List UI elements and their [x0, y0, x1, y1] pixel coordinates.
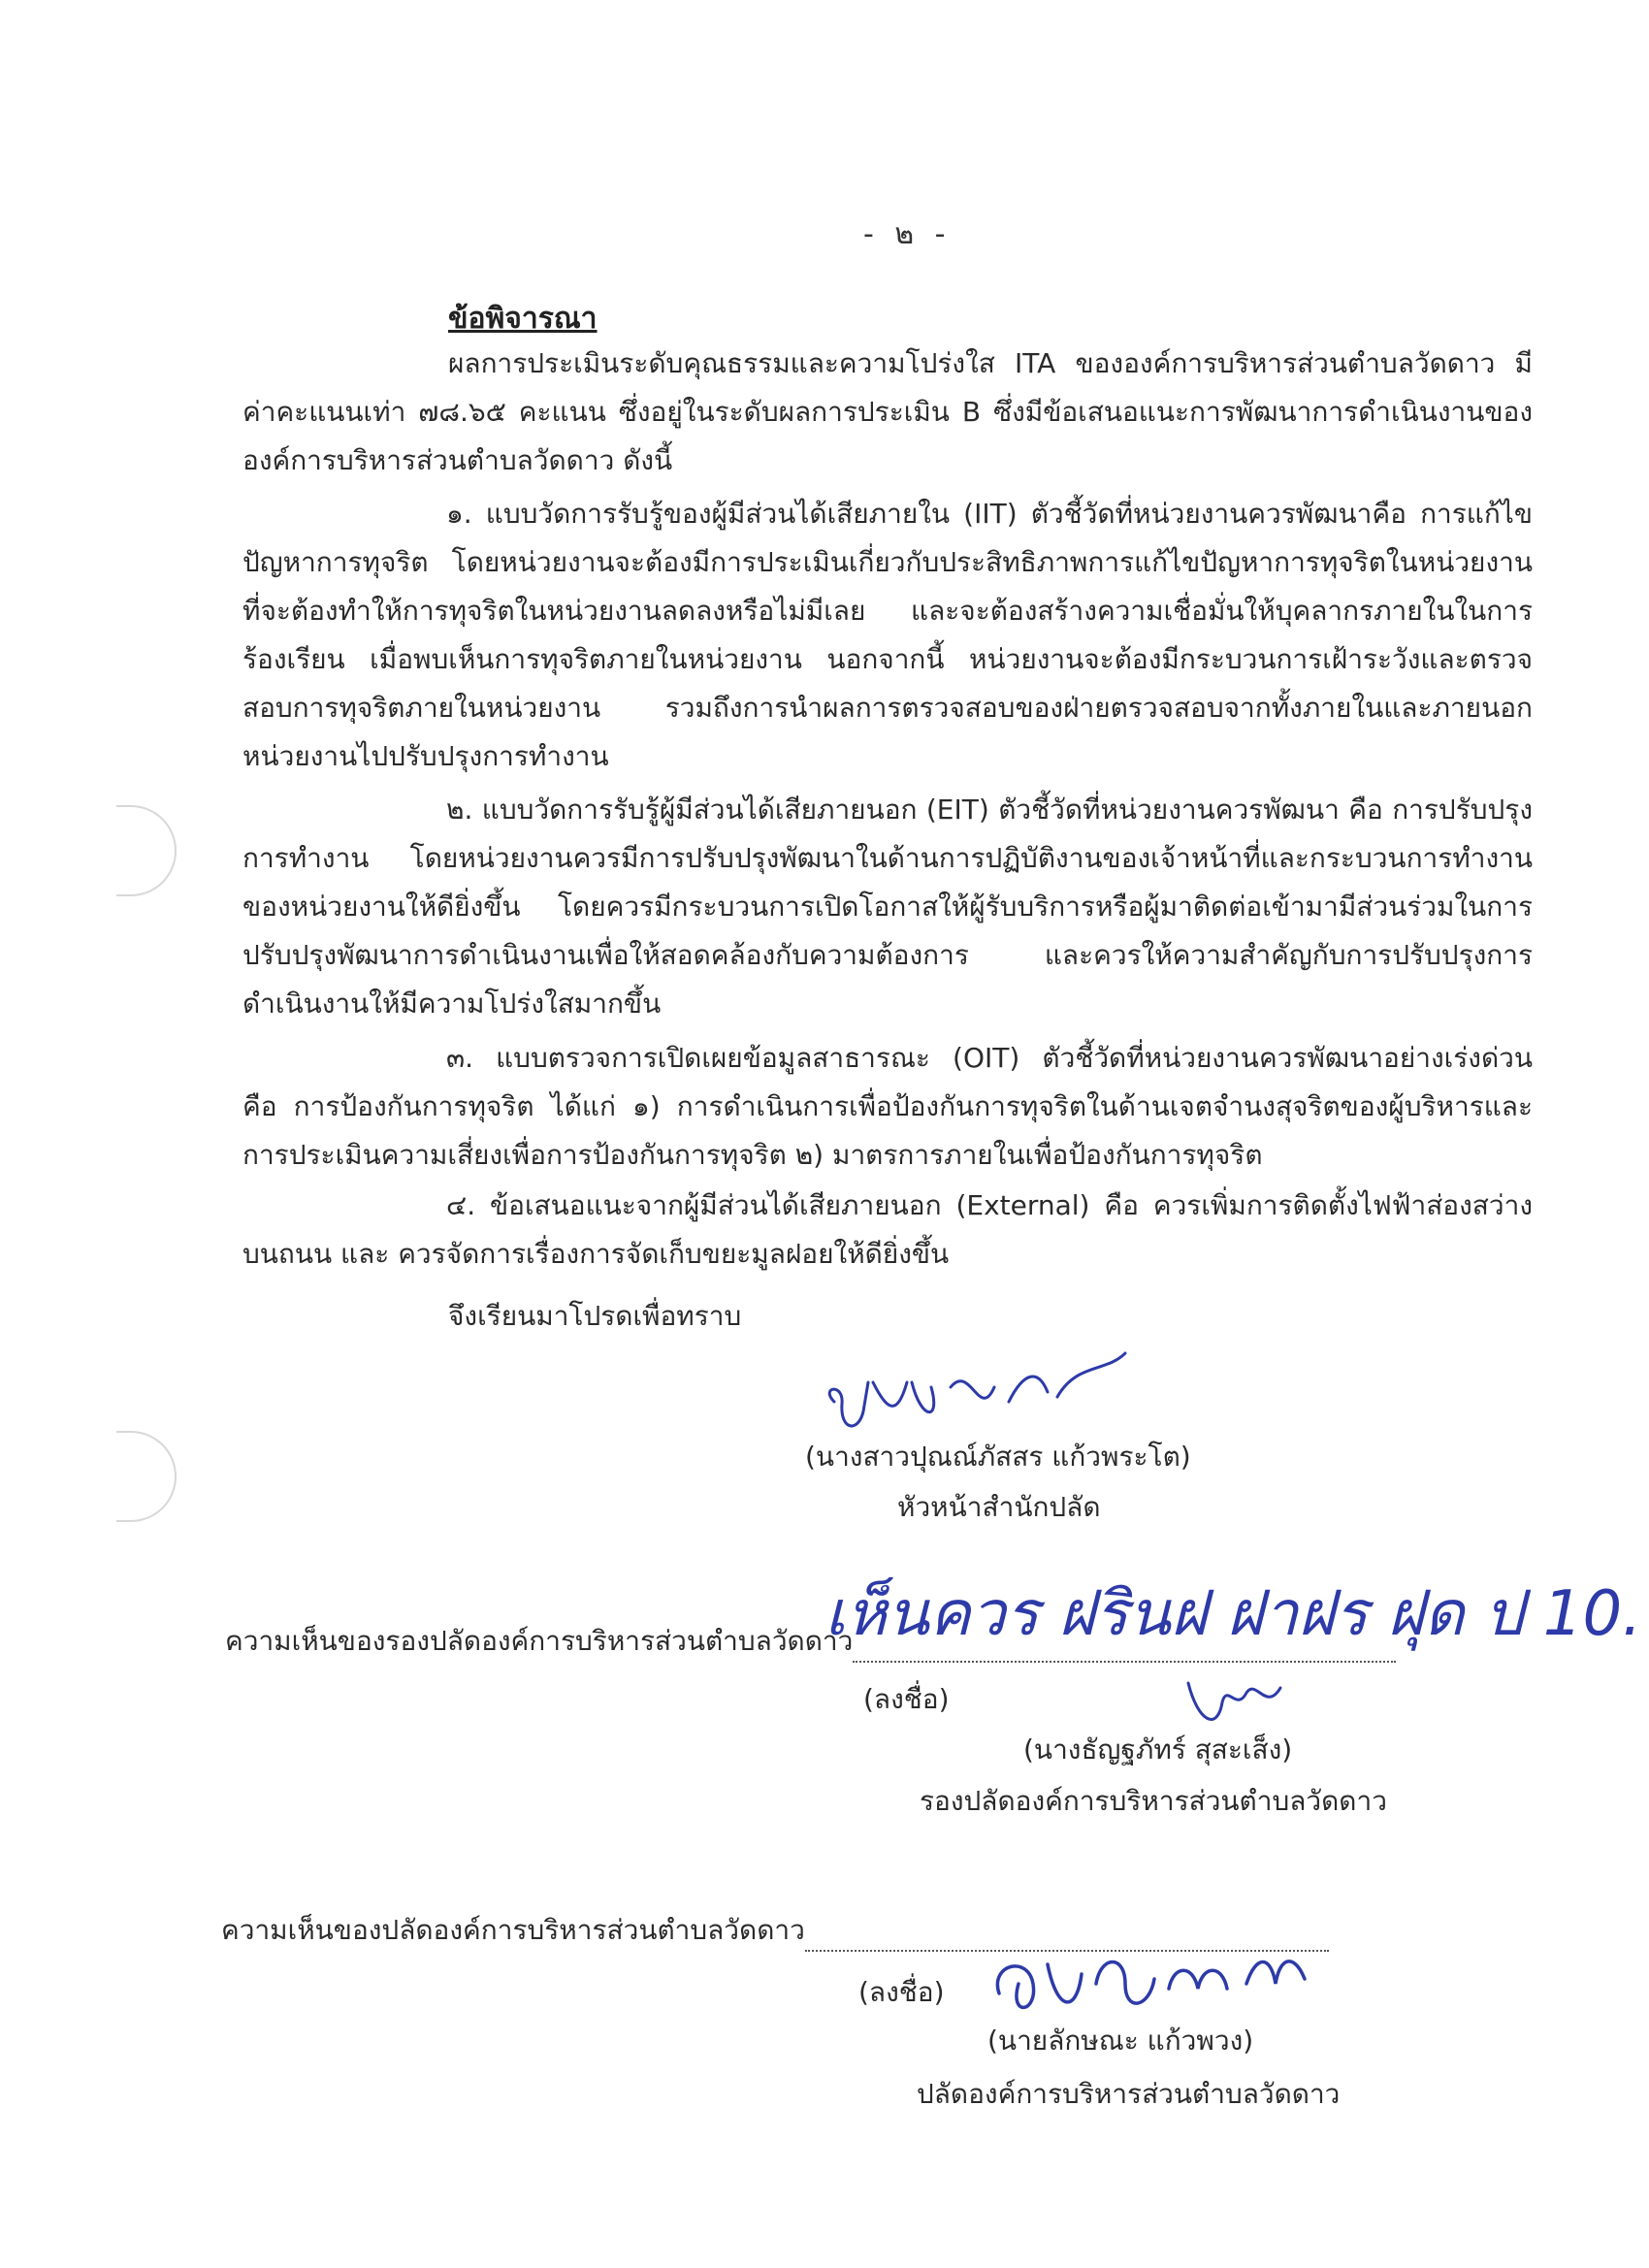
- section-heading: ข้อพิจารณา: [448, 302, 598, 336]
- intro-paragraph: ผลการประเมินระดับคุณธรรมและความโปร่งใส ITA ขององค์การบริหารส่วนตำบลวัดดาว มีค่าคะแนนเท่า ๗๘.๖๕ คะแนน ซึ่งอยู่ในระดับผลการประเมิน B ซึ่งมีข้อเสนอแนะการพัฒนาการดำเนินงานขององค์การบริหารส่วนตำบลวัดดาว ดังนี้: [242, 347, 1533, 476]
- opinion-2-signed-label: (ลงชื่อ): [858, 1976, 945, 2008]
- signer-3-position: ปลัดองค์การบริหารส่วนตำบลวัดดาว: [917, 2078, 1341, 2110]
- signer-2-position: รองปลัดองค์การบริหารส่วนตำบลวัดดาว: [920, 1785, 1387, 1817]
- page-number: - ๒ -: [863, 217, 952, 251]
- opinion-1-handwritten-text: เห็นควร ฝรินฝ ฝาฝร ฝุด ป 10.: [824, 1578, 1642, 1650]
- closing-line: จึงเรียนมาโปรดเพื่อทราบ: [448, 1300, 742, 1332]
- punch-hole-top: [116, 805, 177, 896]
- signer-1-position: หัวหน้าสำนักปลัด: [897, 1491, 1101, 1523]
- recommendation-item-1: ๑. แบบวัดการรับรู้ของผู้มีส่วนได้เสียภายใน (IIT) ตัวชี้วัดที่หน่วยงานควรพัฒนาคือ การแก้ไขปัญหาการทุจริต โดยหน่วยงานจะต้องมีการประเมินเกี่ยวกับประสิทธิภาพการแก้ไขปัญหาการทุจริตในหน่วยงานที่จะต้องทำให้การทุจริตในหน่วยงานลดลงหรือไม่มีเลย และจะต้องสร้างความเชื่อมั่นให้บุคลากรภายในในการร้องเรียน เมื่อพบเห็นการทุจริตภายในหน่วยงาน นอกจากนี้ หน่วยงานจะต้องมีกระบวนการเฝ้าระวังและตรวจสอบการทุจริตภายในหน่วยงาน รวมถึงการนำผลการตรวจสอบของฝ่ายตรวจสอบจากทั้งภายในและภายนอกหน่วยงานไปปรับปรุงการทำงาน: [242, 498, 1533, 772]
- punch-hole-bottom: [116, 1431, 177, 1522]
- recommendation-item-3: ๓. แบบตรวจการเปิดเผยข้อมูลสาธารณะ (OIT) ตัวชี้วัดที่หน่วยงานควรพัฒนาอย่างเร่งด่วน คือ การป้องกันการทุจริต ได้แก่ ๑) การดำเนินการเพื่อป้องกันการทุจริตในด้านเจตจำนงสุจริตของผู้บริหารและการประเมินความเสี่ยงเพื่อการป้องกันการทุจริต ๒) มาตรการภายในเพื่อป้องกันการทุจริต: [242, 1042, 1533, 1171]
- signature-1: [815, 1344, 1145, 1450]
- signature-3: [980, 1926, 1329, 2032]
- opinion-1-label-text: ความเห็นของรองปลัดองค์การบริหารส่วนตำบลวัดดาว: [225, 1625, 854, 1657]
- opinion-2-label-text: ความเห็นของปลัดองค์การบริหารส่วนตำบลวัดดาว: [221, 1914, 805, 1946]
- opinion-1-signed-label: (ลงชื่อ): [863, 1683, 950, 1715]
- recommendation-item-2: ๒. แบบวัดการรับรู้ผู้มีส่วนได้เสียภายนอก (EIT) ตัวชี้วัดที่หน่วยงานควรพัฒนา คือ การปรับปรุงการทำงาน โดยหน่วยงานควรมีการปรับปรุงพัฒนาในด้านการปฏิบัติงานของเจ้าหน้าที่และกระบวนการทำงานของหน่วยงานให้ดียิ่งขึ้น โดยควรมีกระบวนการเปิดโอกาสให้ผู้รับบริการหรือผู้มาติดต่อเข้ามามีส่วนร่วมในการปรับปรุงพัฒนาการดำเนินงานเพื่อให้สอดคล้องกับความต้องการ และควรให้ความสำคัญกับการปรับปรุงการดำเนินงานให้มีความโปร่งใสมากขึ้น: [242, 794, 1533, 1020]
- signer-3-name: (นายลักษณะ แก้วพวง): [987, 2025, 1254, 2057]
- opinion-1-handwriting: [815, 1542, 1642, 1678]
- signer-2-name: (นางธัญฐภัทร์ สุสะเส็ง): [1023, 1733, 1293, 1766]
- recommendation-item-4: ๔. ข้อเสนอแนะจากผู้มีส่วนได้เสียภายนอก (External) คือ ควรเพิ่มการติดตั้งไฟฟ้าส่องสว่างบนถนน และ ควรจัดการเรื่องการจัดเก็บขยะมูลฝอยให้ดียิ่งขึ้น: [242, 1189, 1533, 1270]
- signer-1-name: (นางสาวปุณณ์ภัสสร แก้วพระโต): [805, 1441, 1191, 1473]
